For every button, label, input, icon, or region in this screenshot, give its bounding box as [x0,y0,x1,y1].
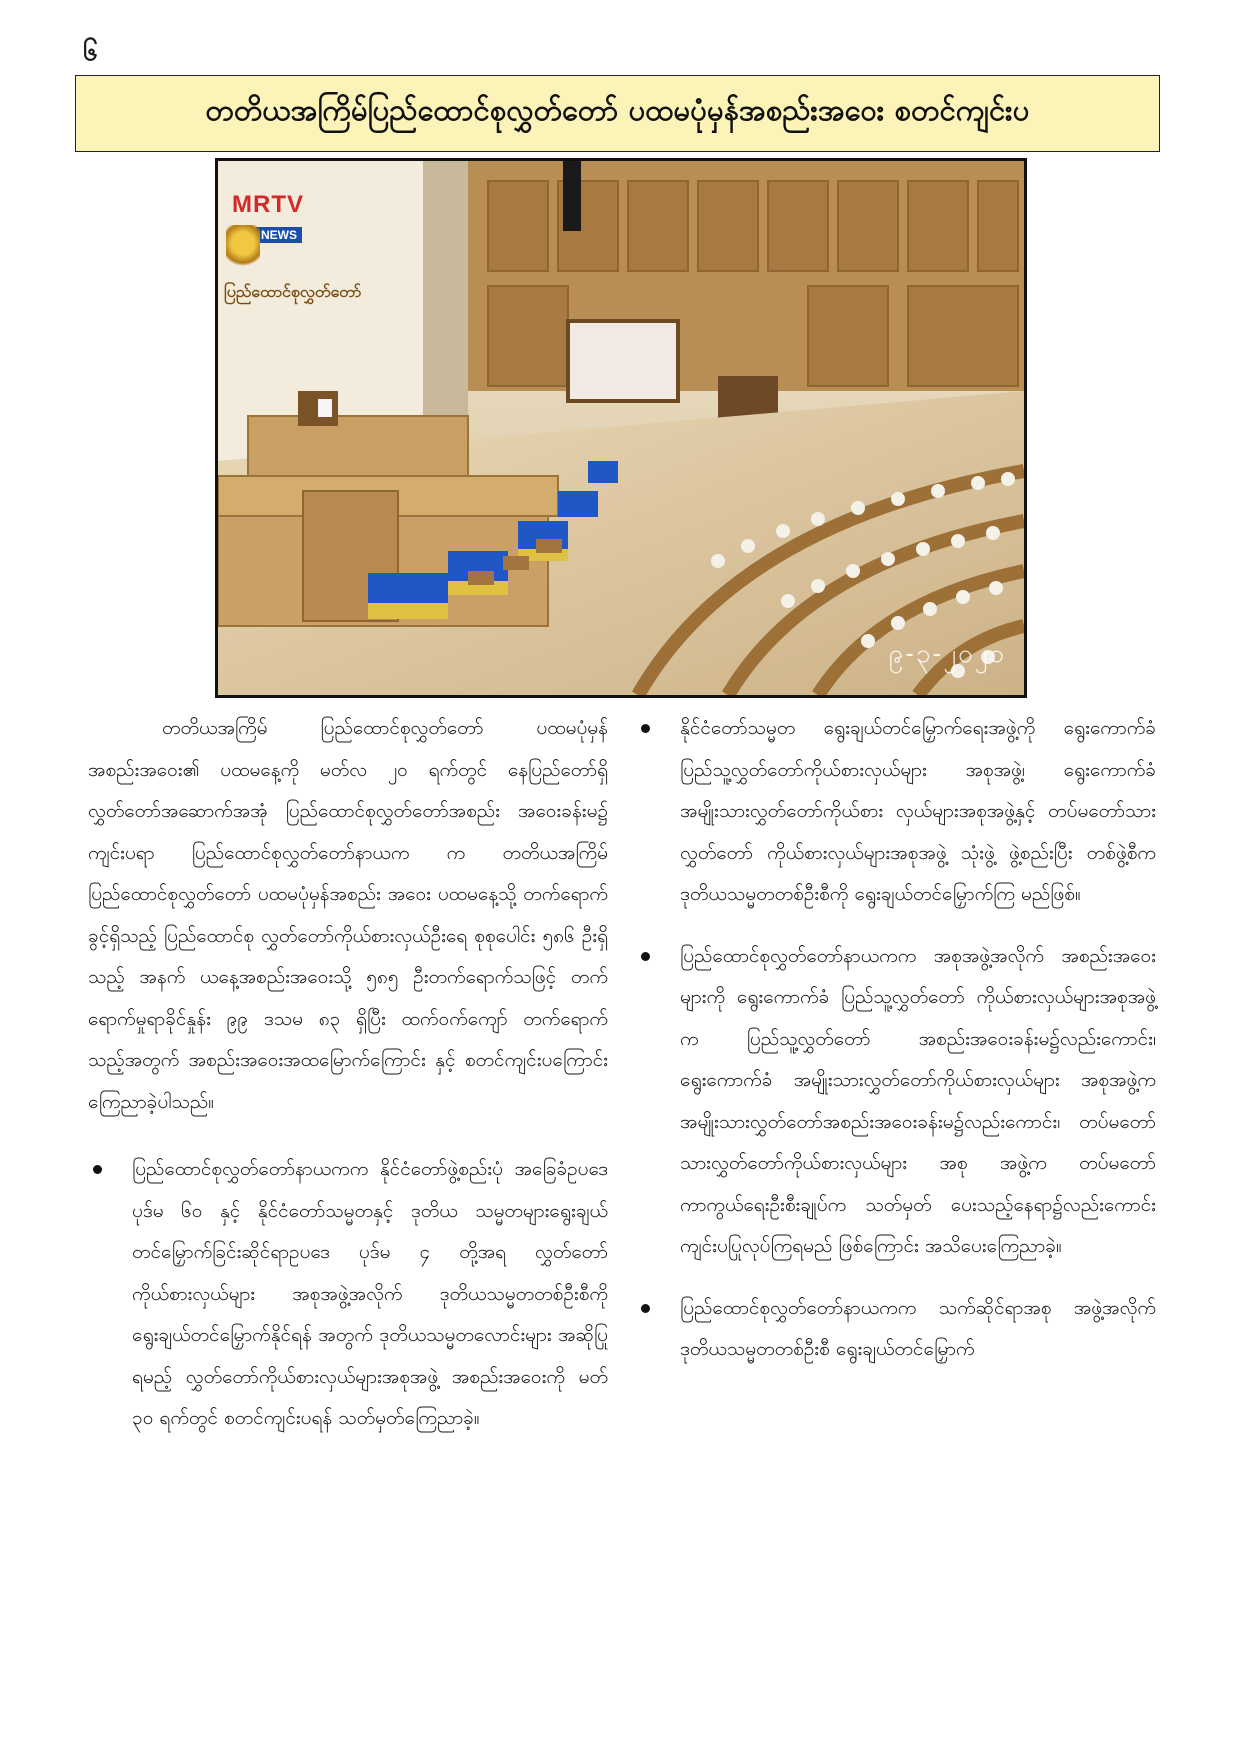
news-badge: NEWS [256,227,302,243]
mrtv-logo: MRTV [232,191,304,218]
photo-date-overlay: ၉-၃-၂၀၂၁ [888,638,1006,668]
bullet-text: နိုင်ငံတော်သမ္မတ ရွေးချယ်တင်မြှောက်ရေးအဖွဲ့ကို ရွေးကောက်ခံ ပြည်သူ့လွှတ်တော်ကိုယ်စားလှယ်များ အစုအဖွဲ့၊ ရွေးကောက်ခံအမျိုးသားလွှတ်တော်ကိုယ်စား လှယ်များအစုအဖွဲ့နှင့် တပ်မတော်သားလွှတ်တော် ကိုယ်စားလှယ်များအစုအဖွဲ့ သုံးဖွဲ့ ဖွဲ့စည်းပြီး တစ်ဖွဲ့စီက ဒုတိယသမ္မတတစ်ဦးစီကို ရွေးချယ်တင်မြှောက်ကြ မည်ဖြစ်။ [680,717,1156,905]
bullet-text: ပြည်ထောင်စုလွှတ်တော်နာယကက အစုအဖွဲ့အလိုက် အစည်းအဝေးများကို ရွေးကောက်ခံ ပြည်သူ့လွှတ်တော် ကိုယ်စားလှယ်များအစုအဖွဲ့က ပြည်သူ့လွှတ်တော် အစည်းအဝေးခန်းမ၌လည်းကောင်း၊ ရွေးကောက်ခံ အမျိုးသားလွှတ်တော်ကိုယ်စားလှယ်များ အစုအဖွဲ့က အမျိုးသားလွှတ်တော်အစည်းအဝေးခန်းမ၌လည်းကောင်း၊ တပ်မတော်သားလွှတ်တော်ကိုယ်စားလှယ်များ အစု အဖွဲ့က တပ်မတော်ကာကွယ်ရေးဦးစီးချုပ်က သတ်မှတ် ပေးသည့်နေရာ၌လည်းကောင်း ကျင်းပပြုလုပ်ကြရမည် ဖြစ်ကြောင်း အသိပေးကြေညာခဲ့။ [680,944,1156,1257]
bullet-icon [93,1165,102,1174]
list-item [88,1149,608,1440]
list-spacer [636,1268,1156,1288]
channel-caption: ပြည်ထောင်စုလွှတ်တော် [224,282,362,301]
right-bullet-list [636,708,1156,1371]
list-item [636,936,1156,1268]
list-spacer [636,916,1156,936]
page-title: တတိယအကြိမ်ပြည်ထောင်စုလွှတ်တော် ပထမပုံမှန်အစည်းအဝေး စတင်ကျင်းပ [205,93,1030,127]
bullet-icon [641,1304,650,1313]
left-column [88,708,608,1440]
page-number: ၆ [83,37,98,67]
state-emblem-icon [226,225,260,271]
list-item [636,708,1156,916]
right-column [636,708,1156,1371]
intro-paragraph: တတိယအကြိမ် ပြည်ထောင်စုလွှတ်တော် ပထမပုံမှန် အစည်းအဝေး၏ ပထမနေ့ကို မတ်လ ၂၀ ရက်တွင် နေပြည်တော်ရှိ လွှတ်တော်အဆောက်အအုံ ပြည်ထောင်စုလွှတ်တော်အစည်း အဝေးခန်းမ၌ ကျင်းပရာ ပြည်ထောင်စုလွှတ်တော်နာယက က တတိယအကြိမ် ပြည်ထောင်စုလွှတ်တော် ပထမပုံမှန်အစည်း အဝေး ပထမနေ့သို့ တက်ရောက်ခွင့်ရှိသည့် ပြည်ထောင်စု လွှတ်တော်ကိုယ်စားလှယ်ဦးရေ စုစုပေါင်း ၅၈၆ ဦးရှိသည့် အနက် ယနေ့အစည်းအဝေးသို့ ၅၈၅ ဦးတက်ရောက်သဖြင့် တက်ရောက်မှုရာခိုင်နှုန်း ၉၉ ဒသမ ၈၃ ရှိပြီး ထက်ဝက်ကျော် တက်ရောက်သည့်အတွက် အစည်းအဝေးအထမြောက်ကြောင်း နှင့် စတင်ကျင်းပကြောင်း ကြေညာခဲ့ပါသည်။ [88,717,608,1113]
bullet-text: ပြည်ထောင်စုလွှတ်တော်နာယကက သက်ဆိုင်ရာအစု အဖွဲ့အလိုက် ဒုတိယသမ္မတတစ်ဦးစီ ရွေးချယ်တင်မြှောက် [680,1296,1156,1360]
bullet-text: ပြည်ထောင်စုလွှတ်တော်နာယကက နိုင်ငံတော်ဖွဲ့စည်းပုံ အခြေခံဥပဒေပုဒ်မ ၆၀ နှင့် နိုင်ငံတော်သမ္မတနှင့် ဒုတိယ သမ္မတများရွေးချယ်တင်မြှောက်ခြင်းဆိုင်ရာဥပဒေ ပုဒ်မ ၄ တို့အရ လွှတ်တော်ကိုယ်စားလှယ်များ အစုအဖွဲ့အလိုက် ဒုတိယသမ္မတတစ်ဦးစီကို ရွေးချယ်တင်မြှောက်နိုင်ရန် အတွက် ဒုတိယသမ္မတလောင်းများ အဆိုပြုရမည့် လွှတ်တော်ကိုယ်စားလှယ်များအစုအဖွဲ့ အစည်းအဝေးကို မတ် ၃၀ ရက်တွင် စတင်ကျင်းပရန် သတ်မှတ်ကြေညာခဲ့။ [132,1158,608,1429]
title-banner [75,75,1160,152]
bullet-icon [641,724,650,733]
bullet-icon [641,952,650,961]
parliament-photo [215,158,1027,698]
left-bullet-list [88,1149,608,1440]
list-item [636,1288,1156,1371]
parliament-hall-illustration [218,161,1024,695]
